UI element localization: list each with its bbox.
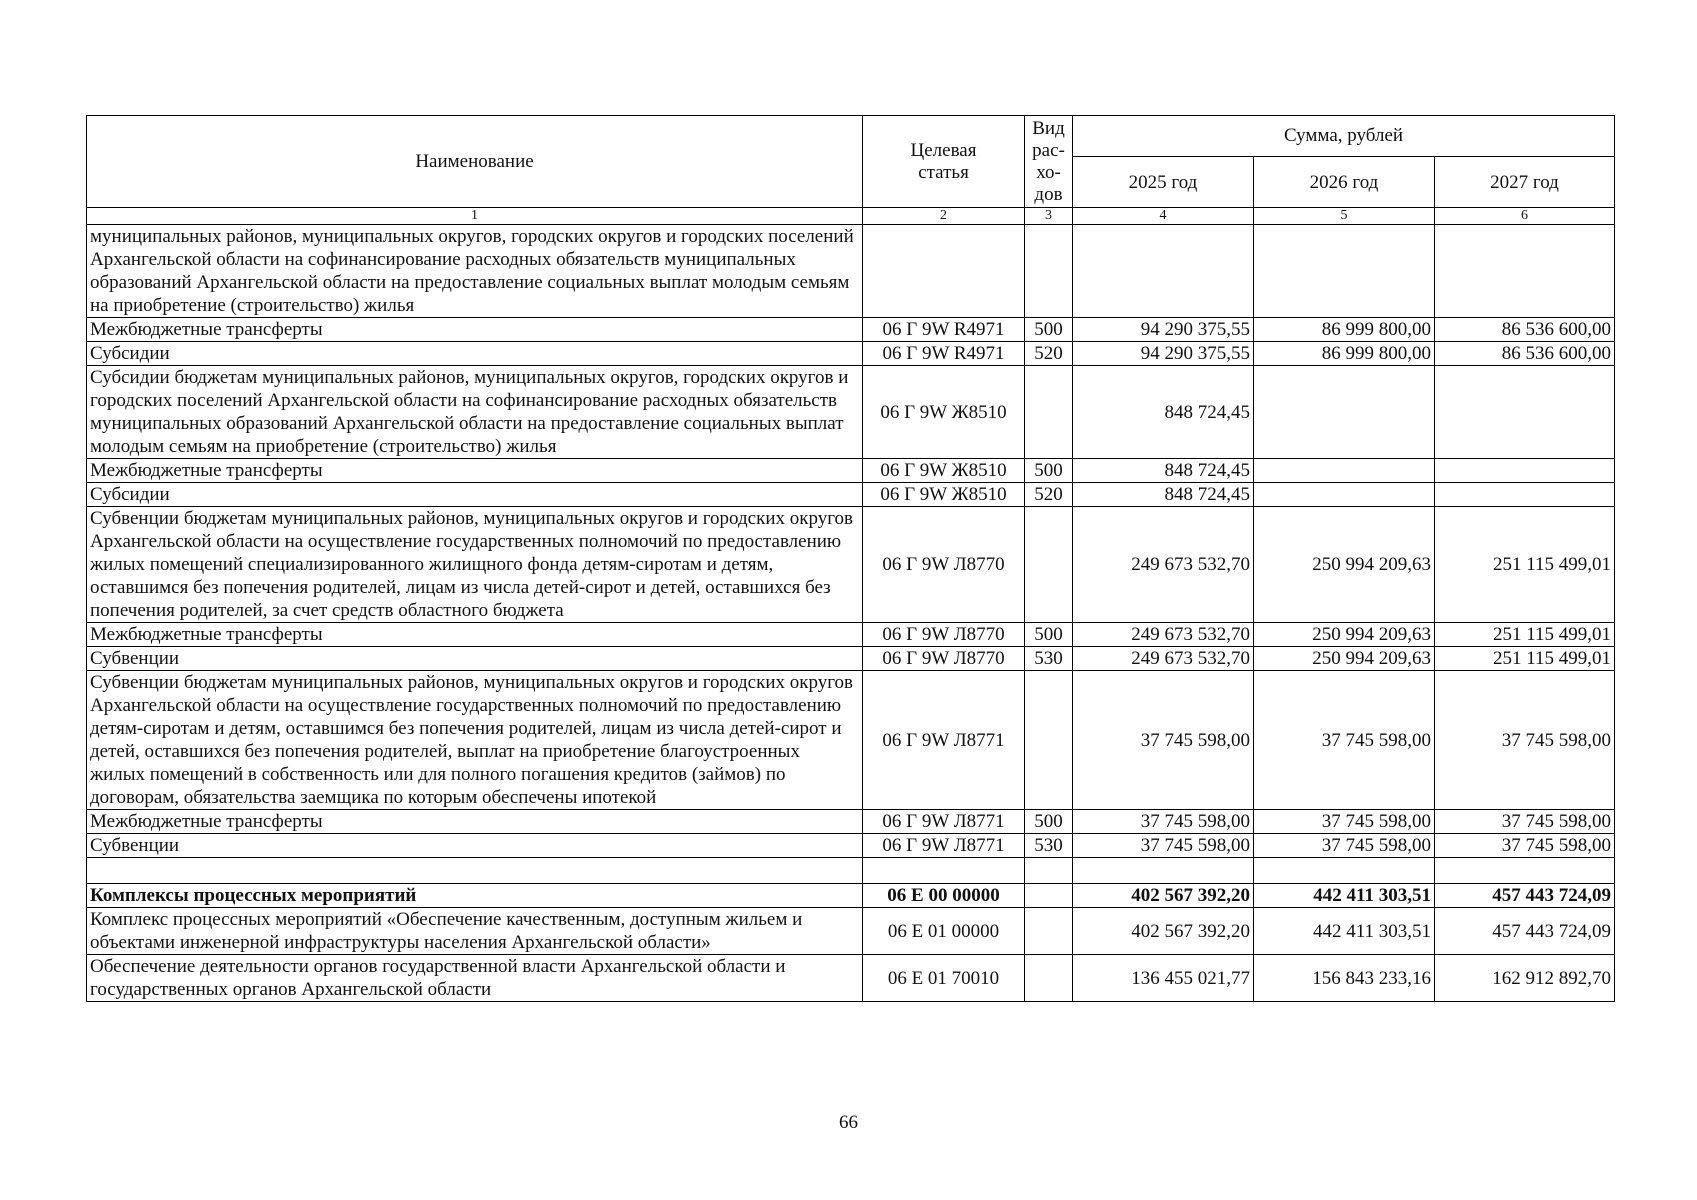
- cell-expense-kind: [1025, 858, 1073, 884]
- cell-amount-2026: 250 994 209,63: [1254, 507, 1435, 623]
- table-row: [87, 810, 1615, 834]
- table-row: [87, 507, 1615, 623]
- header-target: Целевая статья: [863, 116, 1025, 208]
- cell-amount-2027: 37 745 598,00: [1435, 671, 1615, 810]
- cell-expense-kind: [1025, 225, 1073, 318]
- cell-expense-kind: 500: [1025, 810, 1073, 834]
- cell-amount-2027: [1435, 459, 1615, 483]
- cell-amount-2025: 37 745 598,00: [1073, 810, 1254, 834]
- cell-amount-2026: 250 994 209,63: [1254, 647, 1435, 671]
- cell-amount-2027: 86 536 600,00: [1435, 342, 1615, 366]
- cell-amount-2025: 848 724,45: [1073, 483, 1254, 507]
- cell-amount-2026: [1254, 858, 1435, 884]
- cell-expense-kind: [1025, 908, 1073, 955]
- cell-amount-2026: 37 745 598,00: [1254, 671, 1435, 810]
- table-row: [87, 908, 1615, 955]
- cell-amount-2027: 251 115 499,01: [1435, 507, 1615, 623]
- cell-expense-kind: 530: [1025, 647, 1073, 671]
- table-row: [87, 955, 1615, 1002]
- cell-name: Межбюджетные трансферты: [87, 810, 863, 834]
- cell-expense-kind: [1025, 507, 1073, 623]
- cell-amount-2027: [1435, 483, 1615, 507]
- cell-amount-2027: 86 536 600,00: [1435, 318, 1615, 342]
- cell-target-code: 06 Г 9W Ж8510: [863, 483, 1025, 507]
- column-number: 2: [863, 208, 1025, 225]
- header-name: Наименование: [87, 116, 863, 208]
- cell-amount-2026: 250 994 209,63: [1254, 623, 1435, 647]
- cell-amount-2027: 37 745 598,00: [1435, 834, 1615, 858]
- cell-expense-kind: 520: [1025, 483, 1073, 507]
- cell-amount-2025: 249 673 532,70: [1073, 623, 1254, 647]
- cell-name: Обеспечение деятельности органов государственной власти Архангельской области и государственных органов Архангельской области: [87, 955, 863, 1002]
- cell-target-code: 06 Е 01 70010: [863, 955, 1025, 1002]
- table-row: [87, 834, 1615, 858]
- cell-expense-kind: [1025, 955, 1073, 1002]
- cell-expense-kind: 500: [1025, 623, 1073, 647]
- cell-amount-2027: 162 912 892,70: [1435, 955, 1615, 1002]
- cell-amount-2026: [1254, 483, 1435, 507]
- column-number: 3: [1025, 208, 1073, 225]
- column-number: 5: [1254, 208, 1435, 225]
- cell-amount-2026: 442 411 303,51: [1254, 908, 1435, 955]
- page-number: 66: [839, 1112, 858, 1133]
- table-row: [87, 858, 1615, 884]
- cell-amount-2025: [1073, 858, 1254, 884]
- cell-name: Субсидии бюджетам муниципальных районов, муниципальных округов, городских округов и городских поселений Архангельской области на софинансирование расходных обязательств муниципальных образований Архангельской области на предоставление социальных выплат молодым семьям на приобретение (строительство) жилья: [87, 366, 863, 459]
- cell-amount-2026: 86 999 800,00: [1254, 342, 1435, 366]
- cell-amount-2026: 37 745 598,00: [1254, 810, 1435, 834]
- cell-name: Субсидии: [87, 342, 863, 366]
- cell-amount-2026: [1254, 225, 1435, 318]
- cell-amount-2027: [1435, 225, 1615, 318]
- table-row: [87, 459, 1615, 483]
- cell-amount-2027: 457 443 724,09: [1435, 908, 1615, 955]
- cell-target-code: 06 Е 00 00000: [863, 884, 1025, 908]
- cell-name: Субвенции бюджетам муниципальных районов, муниципальных округов и городских округов Архангельской области на осуществление государственных полномочий по предоставлению жилых помещений специализированного жилищного фонда детям-сиротам и детям, оставшимся без попечения родителей, лицам из числа детей-сирот и детей, оставшихся без попечения родителей, за счет средств областного бюджета: [87, 507, 863, 623]
- header-year-2027: 2027 год: [1435, 157, 1615, 208]
- cell-target-code: 06 Г 9W Л8771: [863, 810, 1025, 834]
- cell-amount-2025: 249 673 532,70: [1073, 507, 1254, 623]
- cell-expense-kind: 500: [1025, 318, 1073, 342]
- cell-amount-2025: 94 290 375,55: [1073, 318, 1254, 342]
- cell-amount-2027: 251 115 499,01: [1435, 623, 1615, 647]
- cell-target-code: 06 Е 01 00000: [863, 908, 1025, 955]
- column-number: 6: [1435, 208, 1615, 225]
- cell-name: Комплекс процессных мероприятий «Обеспечение качественным, доступным жильем и объектами инженерной инфраструктуры населения Архангельской области»: [87, 908, 863, 955]
- table-row: [87, 483, 1615, 507]
- table-row: [87, 884, 1615, 908]
- table-row: [87, 671, 1615, 810]
- cell-amount-2027: [1435, 858, 1615, 884]
- cell-expense-kind: [1025, 884, 1073, 908]
- cell-expense-kind: 530: [1025, 834, 1073, 858]
- header-year-2026: 2026 год: [1254, 157, 1435, 208]
- cell-target-code: 06 Г 9W Л8771: [863, 671, 1025, 810]
- table-header: [87, 116, 1615, 225]
- cell-amount-2027: [1435, 366, 1615, 459]
- table-row: [87, 623, 1615, 647]
- cell-amount-2027: 251 115 499,01: [1435, 647, 1615, 671]
- cell-amount-2026: 442 411 303,51: [1254, 884, 1435, 908]
- cell-name: Субвенции бюджетам муниципальных районов, муниципальных округов и городских округов Архангельской области на осуществление государственных полномочий по предоставлению детям-сиротам и детям, оставшимся без попечения родителей, лицам из числа детей-сирот и детей, оставшихся без попечения родителей, выплат на приобретение благоустроенных жилых помещений в собственность или для полного погашения кредитов (займов) по договорам, обязательства заемщика по которым обеспечены ипотекой: [87, 671, 863, 810]
- column-number: 4: [1073, 208, 1254, 225]
- cell-name: Межбюджетные трансферты: [87, 318, 863, 342]
- cell-name: Комплексы процессных мероприятий: [87, 884, 863, 908]
- cell-amount-2026: 86 999 800,00: [1254, 318, 1435, 342]
- header-sum: Сумма, рублей: [1073, 116, 1615, 157]
- cell-name: Субвенции: [87, 647, 863, 671]
- cell-amount-2025: 249 673 532,70: [1073, 647, 1254, 671]
- cell-amount-2025: 94 290 375,55: [1073, 342, 1254, 366]
- cell-expense-kind: [1025, 671, 1073, 810]
- header-row-top: [87, 116, 1615, 157]
- header-kind: Вид рас-хо-дов: [1025, 116, 1073, 208]
- cell-expense-kind: 500: [1025, 459, 1073, 483]
- column-number: 1: [87, 208, 863, 225]
- cell-amount-2025: 848 724,45: [1073, 459, 1254, 483]
- table-row: [87, 318, 1615, 342]
- table-body: [87, 225, 1615, 1002]
- cell-amount-2026: [1254, 366, 1435, 459]
- cell-target-code: 06 Г 9W Ж8510: [863, 459, 1025, 483]
- cell-amount-2027: 457 443 724,09: [1435, 884, 1615, 908]
- cell-target-code: 06 Г 9W Л8770: [863, 647, 1025, 671]
- cell-amount-2027: 37 745 598,00: [1435, 810, 1615, 834]
- cell-amount-2025: 37 745 598,00: [1073, 834, 1254, 858]
- cell-target-code: [863, 225, 1025, 318]
- cell-expense-kind: [1025, 366, 1073, 459]
- cell-target-code: 06 Г 9W R4971: [863, 342, 1025, 366]
- cell-amount-2025: 402 567 392,20: [1073, 908, 1254, 955]
- table-row: [87, 366, 1615, 459]
- cell-target-code: 06 Г 9W Ж8510: [863, 366, 1025, 459]
- cell-name: Межбюджетные трансферты: [87, 623, 863, 647]
- cell-expense-kind: 520: [1025, 342, 1073, 366]
- budget-table: [86, 115, 1615, 1002]
- cell-name: муниципальных районов, муниципальных округов, городских округов и городских поселений Архангельской области на софинансирование расходных обязательств муниципальных образований Архангельской области на предоставление социальных выплат молодым семьям на приобретение (строительство) жилья: [87, 225, 863, 318]
- cell-target-code: 06 Г 9W R4971: [863, 318, 1025, 342]
- cell-target-code: [863, 858, 1025, 884]
- cell-amount-2025: [1073, 225, 1254, 318]
- cell-target-code: 06 Г 9W Л8771: [863, 834, 1025, 858]
- table-row: [87, 647, 1615, 671]
- header-year-2025: 2025 год: [1073, 157, 1254, 208]
- cell-name: Субвенции: [87, 834, 863, 858]
- cell-amount-2025: 402 567 392,20: [1073, 884, 1254, 908]
- cell-target-code: 06 Г 9W Л8770: [863, 507, 1025, 623]
- cell-name: Межбюджетные трансферты: [87, 459, 863, 483]
- cell-amount-2025: 848 724,45: [1073, 366, 1254, 459]
- cell-amount-2026: 37 745 598,00: [1254, 834, 1435, 858]
- cell-amount-2026: [1254, 459, 1435, 483]
- cell-name: [87, 858, 863, 884]
- column-number-row: [87, 208, 1615, 225]
- cell-amount-2025: 37 745 598,00: [1073, 671, 1254, 810]
- cell-amount-2026: 156 843 233,16: [1254, 955, 1435, 1002]
- cell-amount-2025: 136 455 021,77: [1073, 955, 1254, 1002]
- cell-name: Субсидии: [87, 483, 863, 507]
- table-row: [87, 225, 1615, 318]
- table-row: [87, 342, 1615, 366]
- cell-target-code: 06 Г 9W Л8770: [863, 623, 1025, 647]
